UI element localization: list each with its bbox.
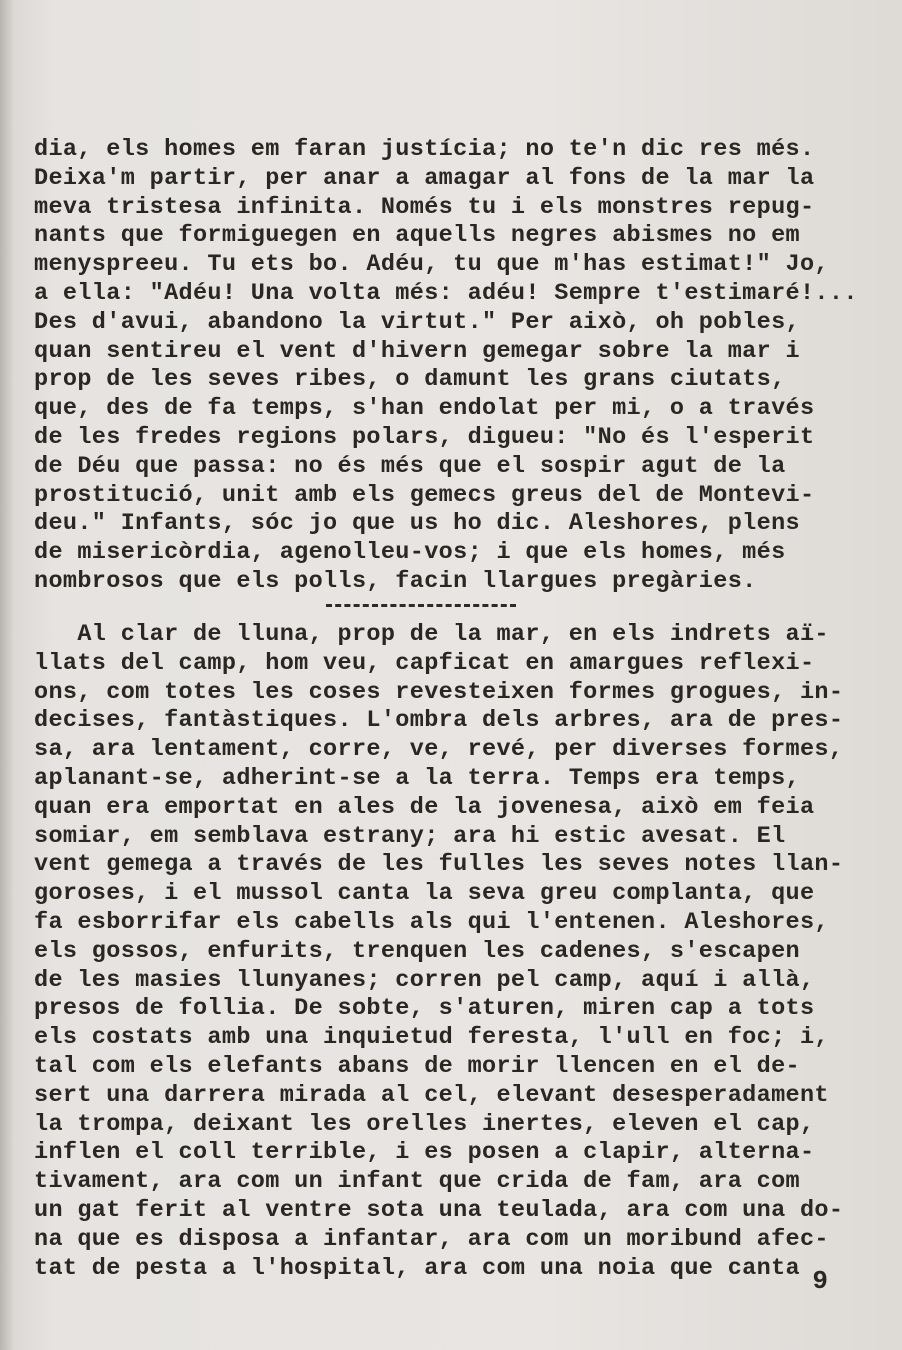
text-line: ons, com totes les coses revesteixen formes grogues, in- (34, 678, 844, 706)
paragraph-1 (34, 136, 864, 597)
text-line: nombrosos que els polls, facin llargues pregàries. (34, 567, 757, 595)
text-line: sa, ara lentament, corre, ve, revé, per diverses formes, (34, 736, 844, 764)
text-line: prop de les seves ribes, o damunt les grans ciutats, (34, 366, 786, 394)
text-line: nants que formiguegen en aquells negres abismes no em (34, 222, 800, 250)
text-line: de misericòrdia, agenolleu-vos; i que els homes, més (34, 539, 786, 567)
text-line: fa esborrifar els cabells als qui l'entenen. Aleshores, (34, 908, 829, 936)
text-line: presos de follia. De sobte, s'aturen, miren cap a tots (34, 995, 815, 1023)
paragraph-2 (34, 621, 864, 1283)
text-line: Des d'avui, abandono la virtut." Per això, oh pobles, (34, 308, 800, 336)
text-line: na que es disposa a infantar, ara com un moribund afec- (34, 1225, 829, 1253)
text-line: un gat ferit al ventre sota una teulada, ara com una do- (34, 1196, 844, 1224)
text-line: quan sentireu el vent d'hivern gemegar sobre la mar i (34, 337, 800, 365)
text-line: aplanant-se, adherint-se a la terra. Temps era temps, (34, 764, 800, 792)
text-line: la trompa, deixant les orelles inertes, eleven el cap, (34, 1110, 815, 1138)
text-line: tivament, ara com un infant que crida de fam, ara com (34, 1168, 800, 1196)
text-line: de les masies llunyanes; corren pel camp, aquí i allà, (34, 966, 815, 994)
text-line: llats del camp, hom veu, capficat en amargues reflexi- (34, 649, 815, 677)
text-line: els costats amb una inquietud feresta, l'ull en foc; i, (34, 1024, 829, 1052)
text-line: tat de pesta a l'hospital, ara com una noia que canta (34, 1254, 800, 1282)
text-line: de Déu que passa: no és més que el sospir agut de la (34, 452, 786, 480)
section-divider (326, 604, 516, 607)
page-number: 9 (812, 1266, 828, 1296)
page-gutter (0, 0, 14, 1350)
text-line: prostitució, unit amb els gemecs greus del de Montevi- (34, 481, 815, 509)
text-line: que, des de fa temps, s'han endolat per mi, o a través (34, 395, 815, 423)
text-line: sert una darrera mirada al cel, elevant desesperadament (34, 1081, 829, 1109)
text-line: els gossos, enfurits, trenquen les cadenes, s'escapen (34, 937, 800, 965)
text-line: Deixa'm partir, per anar a amagar al fons de la mar la (34, 164, 815, 192)
text-line: tal com els elefants abans de morir llencen en el de- (34, 1052, 800, 1080)
text-line: vent gemega a través de les fulles les seves notes llan- (34, 851, 844, 879)
text-line: dia, els homes em faran justícia; no te'n dic res més. (34, 136, 815, 163)
text-line: quan era emportat en ales de la jovenesa, això em feia (34, 793, 815, 821)
text-line: meva tristesa infinita. Només tu i els monstres repug- (34, 193, 815, 221)
text-line: goroses, i el mussol canta la seva greu complanta, que (34, 880, 815, 908)
text-line: de les fredes regions polars, digueu: "No és l'esperit (34, 423, 815, 451)
text-line: inflen el coll terrible, i es posen a clapir, alterna- (34, 1139, 815, 1167)
text-line: menyspreeu. Tu ets bo. Adéu, tu que m'has estimat!" Jo, (34, 251, 829, 279)
text-line: Al clar de lluna, prop de la mar, en els indrets aï- (34, 621, 829, 648)
text-line: somiar, em semblava estrany; ara hi estic avesat. El (34, 822, 786, 850)
text-line: decises, fantàstiques. L'ombra dels arbres, ara de pres- (34, 707, 844, 735)
text-line: deu." Infants, sóc jo que us ho dic. Aleshores, plens (34, 510, 800, 538)
text-line: a ella: "Adéu! Una volta més: adéu! Sempre t'estimaré!... (34, 279, 858, 307)
